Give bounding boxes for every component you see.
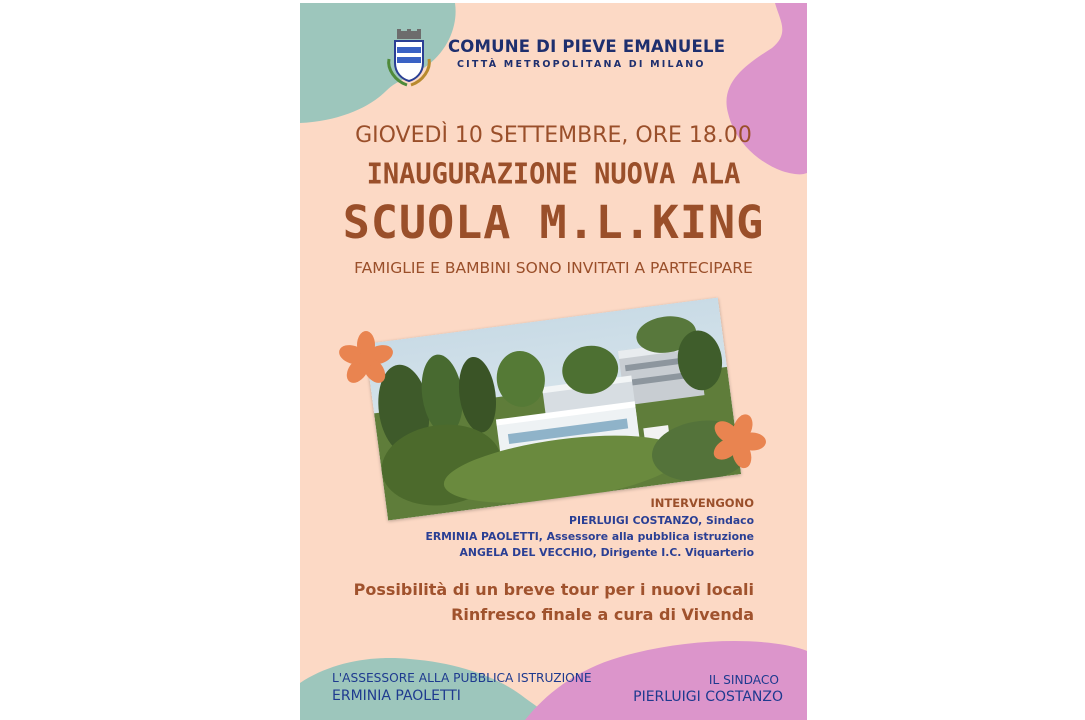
speaker-role: , Assessore alla pubblica istruzione <box>538 530 754 543</box>
speaker-role: , Dirigente I.C. Viquarterio <box>592 546 754 559</box>
pink-blob-top-right <box>720 3 807 178</box>
assessor-role: L'ASSESSORE ALLA PUBBLICA ISTRUZIONE <box>332 671 592 685</box>
speaker-name: ANGELA DEL VECCHIO <box>459 546 593 559</box>
municipal-crest-icon <box>385 29 433 87</box>
speaker-row <box>460 546 754 559</box>
speaker-role: , Sindaco <box>698 514 754 527</box>
flower-icon <box>336 331 396 387</box>
speaker-name: ERMINIA PAOLETTI <box>425 530 539 543</box>
assessor-name: ERMINIA PAOLETTI <box>332 688 461 704</box>
event-subtitle: INAUGURAZIONE NUOVA ALA <box>366 158 741 191</box>
teal-blob-top-left <box>300 3 460 128</box>
speaker-row <box>425 530 754 543</box>
event-date: GIOVEDÌ 10 SETTEMBRE, ORE 18.00 <box>355 123 752 148</box>
poster <box>300 3 807 720</box>
flower-icon <box>708 413 768 469</box>
speakers-heading: INTERVENGONO <box>650 496 754 510</box>
school-photo <box>365 298 741 521</box>
speaker-row <box>569 514 754 527</box>
municipality-name: COMUNE DI PIEVE EMANUELE <box>448 37 726 56</box>
event-title: SCUOLA M.L.KING <box>342 196 765 249</box>
speaker-name: PIERLUIGI COSTANZO <box>569 514 699 527</box>
mayor-name: PIERLUIGI COSTANZO <box>633 689 783 705</box>
teal-blob-bottom-left <box>300 653 560 720</box>
municipality-subtitle: CITTÀ METROPOLITANA DI MILANO <box>457 59 706 70</box>
refreshment-note: Rinfresco finale a cura di Vivenda <box>451 605 754 624</box>
tour-note: Possibilità di un breve tour per i nuovi locali <box>353 580 754 599</box>
event-invite: FAMIGLIE E BAMBINI SONO INVITATI A PARTECIPARE <box>354 259 753 277</box>
mayor-role: IL SINDACO <box>708 673 779 687</box>
